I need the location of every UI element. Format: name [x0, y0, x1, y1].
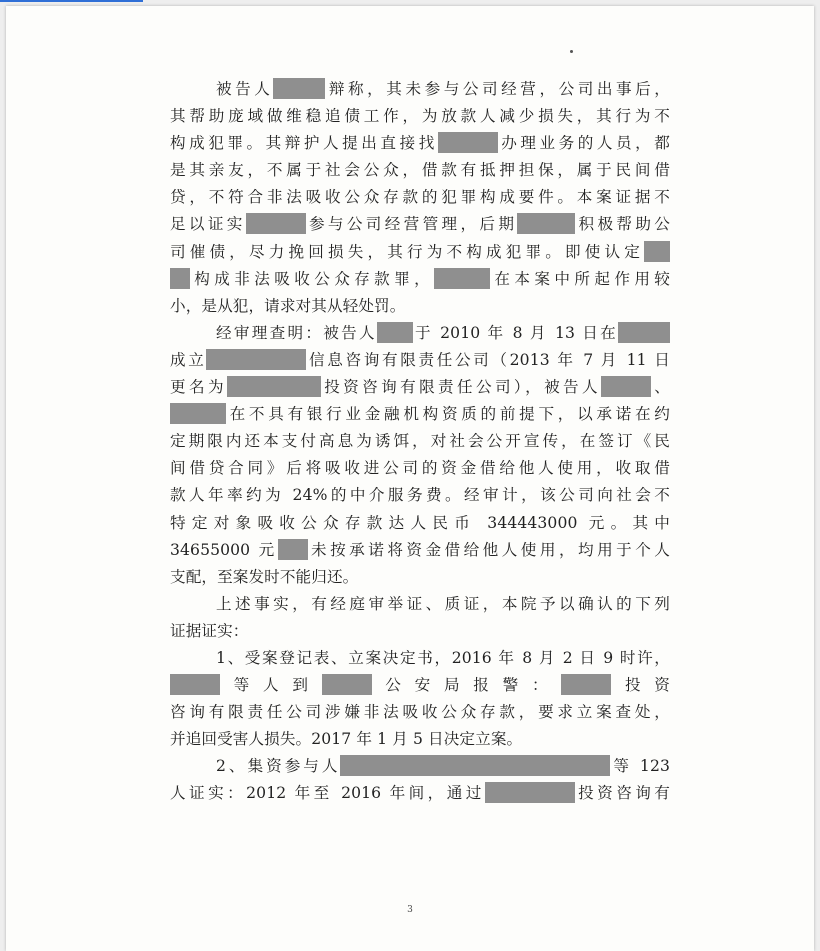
text-segment: 足以证实: [170, 215, 246, 234]
redaction-block: [434, 268, 490, 289]
text-line: [170, 482, 670, 509]
text-segment: 其帮助庞域做维稳追债工作，为放款人减少损失，其行为不: [170, 107, 670, 126]
text-segment: 咨询有限责任公司涉嫌非法吸收公众存款，要求立案查处，: [170, 703, 670, 722]
text-segment: 辩称，其未参与公司经营，公司出事后，: [325, 80, 670, 98]
text-segment: 2、集资参与人: [216, 757, 341, 776]
text-segment: 上述事实，有经庭审举证、质证，本院予以确认的下列: [216, 594, 670, 613]
redaction-block: [273, 78, 325, 99]
text-line: [170, 780, 670, 807]
text-line: [170, 645, 670, 672]
redaction-block: [170, 674, 220, 695]
scan-speck: [570, 50, 573, 53]
text-segment: 是其亲友，不属于社会公众，借款有抵押担保，属于民间借: [170, 161, 670, 180]
text-line: [170, 184, 670, 211]
text-segment: 特定对象吸收公众存款达人民币 344443000 元。其中: [170, 513, 670, 532]
redaction-block: [561, 674, 611, 695]
text-line: [170, 157, 670, 184]
text-segment: 定期限内还本支付高息为诱饵，对社会公开宣传，在签订《民: [170, 432, 670, 451]
text-line: [170, 320, 670, 347]
text-segment: 司催债，尽力挽回损失，其行为不构成犯罪。即使认定: [170, 242, 644, 261]
text-segment: 并追回受害人损失。2017 年 1 月 5 日决定立案。: [170, 730, 523, 749]
text-segment: 被告人: [216, 80, 274, 98]
redaction-block: [278, 539, 308, 560]
text-segment: 未按承诺将资金借给他人使用，均用于个人: [307, 540, 670, 559]
text-segment: 款人年率约为 24%的中介服务费。经审计，该公司向社会不: [170, 486, 670, 505]
text-line: [170, 130, 670, 157]
text-segment: 构成犯罪。其辩护人提出直接找: [170, 134, 438, 153]
text-segment: 更名为: [170, 378, 227, 397]
redaction-block: [170, 403, 226, 424]
redaction-block: [206, 349, 306, 370]
text-segment: 经审理查明：被告人: [216, 323, 377, 342]
viewer-accent-bar: [0, 0, 143, 2]
text-line: [170, 211, 670, 238]
text-segment: 小，是从犯，请求对其从轻处罚。: [170, 296, 406, 315]
redaction-block: [322, 674, 372, 695]
redaction-block: [170, 268, 190, 289]
text-line: [170, 537, 670, 564]
redaction-block: [517, 213, 575, 234]
redaction-block: [485, 782, 575, 803]
text-line: [170, 591, 670, 618]
redaction-block: [340, 755, 610, 776]
text-segment: 在本案中所起作用较: [490, 269, 670, 288]
text-segment: 等 123: [610, 757, 670, 776]
text-segment: 于 2010 年 8 月 13 日在: [412, 323, 618, 342]
text-segment: 信息咨询有限责任公司（2013 年 7 月 11 日: [306, 350, 670, 369]
text-line: [170, 103, 670, 130]
text-line: [170, 753, 670, 780]
text-segment: 在不具有银行业金融机构资质的前提下，以承诺在约: [226, 405, 670, 424]
text-line: [170, 564, 670, 591]
text-line: [170, 401, 670, 428]
text-segment: 、: [651, 378, 670, 397]
judgment-text: [170, 76, 670, 808]
text-line: [170, 699, 670, 726]
text-segment: 成立: [170, 350, 207, 369]
text-segment: 投资: [611, 676, 670, 695]
redaction-block: [377, 322, 413, 343]
text-segment: 参与公司经营管理，后期: [305, 215, 518, 234]
text-segment: 间借贷合同》后将吸收进公司的资金借给他人使用，收取借: [170, 459, 670, 478]
text-segment: 办理业务的人员，都: [497, 134, 670, 153]
document-page: [6, 6, 814, 951]
text-segment: 公安局报警：: [371, 676, 562, 695]
text-line: [170, 455, 670, 482]
page-number: 3: [407, 905, 413, 915]
redaction-block: [438, 132, 498, 153]
redaction-block: [227, 376, 321, 397]
text-line: [170, 726, 670, 753]
text-line: [170, 374, 670, 401]
redaction-block: [246, 213, 306, 234]
text-segment: 支配，至案发时不能归还。: [170, 567, 359, 586]
redaction-block: [644, 241, 670, 262]
redaction-block: [601, 376, 651, 397]
redaction-block: [618, 322, 670, 343]
text-line: [170, 672, 670, 699]
text-line: [170, 347, 670, 374]
text-line: [170, 293, 670, 320]
text-segment: 投资咨询有: [574, 784, 670, 803]
text-segment: 证据证实：: [170, 621, 249, 640]
text-line: [170, 239, 670, 266]
text-line: [170, 618, 670, 645]
text-segment: 1、受案登记表、立案决定书，2016 年 8 月 2 日 9 时许，: [216, 648, 670, 667]
text-segment: 投资咨询有限责任公司），被告人: [320, 378, 602, 397]
text-line: [170, 510, 670, 537]
text-segment: 34655000 元: [170, 540, 278, 559]
text-line: [170, 76, 670, 103]
text-segment: 等人到: [220, 676, 322, 695]
text-segment: 积极帮助公: [575, 215, 670, 234]
text-segment: 贷，不符合非法吸收公众存款的犯罪构成要件。本案证据不: [170, 188, 670, 207]
text-segment: 人证实：2012 年至 2016 年间，通过: [170, 784, 485, 803]
text-segment: 构成非法吸收公众存款罪，: [190, 269, 435, 288]
text-line: [170, 266, 670, 293]
text-line: [170, 428, 670, 455]
